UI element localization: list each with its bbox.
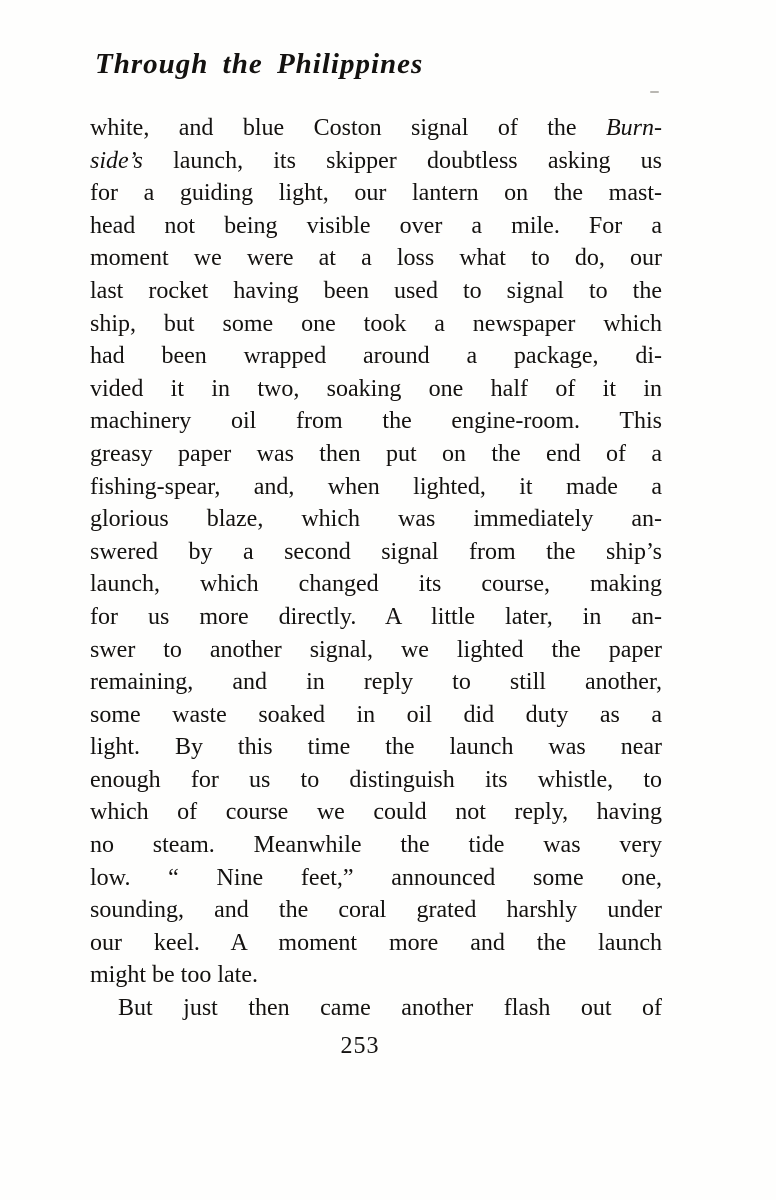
text-segment: fishing-spear, and, when lighted, it made a: [90, 473, 662, 500]
text-segment: But just then came another flash out of: [118, 995, 662, 1022]
text-line: [90, 601, 662, 634]
text-segment: swer to another signal, we lighted the paper: [90, 636, 662, 663]
text-segment: launch, its skipper doubtless asking us: [142, 147, 662, 174]
text-segment: our keel. A moment more and the launch: [90, 929, 662, 956]
text-segment: ship, but some one took a newspaper which: [90, 310, 662, 337]
text-segment: enough for us to distinguish its whistle, to: [90, 766, 662, 793]
text-line: [90, 927, 662, 960]
text-line: [90, 373, 662, 406]
text-segment: sounding, and the coral grated harshly under: [90, 897, 662, 924]
text-segment: for a guiding light, our lantern on the mast-: [90, 180, 662, 207]
text-segment: swered by a second signal from the ship’s: [90, 538, 662, 565]
text-segment: for us more directly. A little later, in an-: [90, 603, 662, 630]
text-line: [90, 536, 662, 569]
text-line: [90, 894, 662, 927]
text-line: [90, 731, 662, 764]
text-segment: might be too late.: [90, 962, 258, 989]
text-line: [90, 275, 662, 308]
text-segment: no steam. Meanwhile the tide was very: [90, 832, 662, 859]
text-line: [90, 829, 662, 862]
text-line: [90, 145, 662, 178]
text-line: [90, 308, 662, 341]
text-segment: which of course we could not reply, having: [90, 799, 662, 826]
page-number: 253: [340, 1033, 380, 1059]
text-line: [90, 471, 662, 504]
text-line: [90, 405, 662, 438]
text-line: [90, 242, 662, 275]
text-segment: last rocket having been used to signal to the: [90, 277, 662, 304]
text-line: [90, 959, 662, 992]
text-line: [90, 699, 662, 732]
text-segment: white, and blue Coston signal of the: [90, 115, 606, 141]
text-line: [90, 992, 662, 1025]
scan-artifact-dash: [650, 91, 659, 93]
text-segment: low. “ Nine feet,” announced some one,: [90, 864, 662, 891]
text-line: [90, 210, 662, 243]
italic-text-segment: side’s: [90, 147, 143, 174]
text-line: [90, 112, 662, 145]
text-line: [90, 796, 662, 829]
text-segment: machinery oil from the engine-room. This: [90, 408, 662, 435]
text-segment: light. By this time the launch was near: [90, 734, 662, 761]
text-segment: glorious blaze, which was immediately an-: [90, 506, 662, 533]
text-line: [90, 666, 662, 699]
text-line: [90, 177, 662, 210]
italic-text-segment: Burn-: [606, 115, 662, 141]
text-line: [90, 764, 662, 797]
text-line: [90, 340, 662, 373]
text-segment: greasy paper was then put on the end of a: [90, 440, 662, 467]
text-segment: vided it in two, soaking one half of it in: [90, 375, 662, 402]
text-line: [90, 862, 662, 895]
text-line: [90, 568, 662, 601]
body-text: [90, 112, 662, 1025]
text-segment: launch, which changed its course, making: [90, 571, 662, 598]
text-segment: remaining, and in reply to still another,: [90, 669, 662, 696]
text-line: [90, 634, 662, 667]
text-line: [90, 438, 662, 471]
running-header-title: Through the Philippines: [95, 48, 424, 80]
text-line: [90, 503, 662, 536]
text-segment: head not being visible over a mile. For a: [90, 212, 662, 239]
text-segment: some waste soaked in oil did duty as a: [90, 701, 662, 728]
text-segment: had been wrapped around a package, di-: [90, 343, 662, 370]
text-segment: moment we were at a loss what to do, our: [90, 245, 662, 272]
